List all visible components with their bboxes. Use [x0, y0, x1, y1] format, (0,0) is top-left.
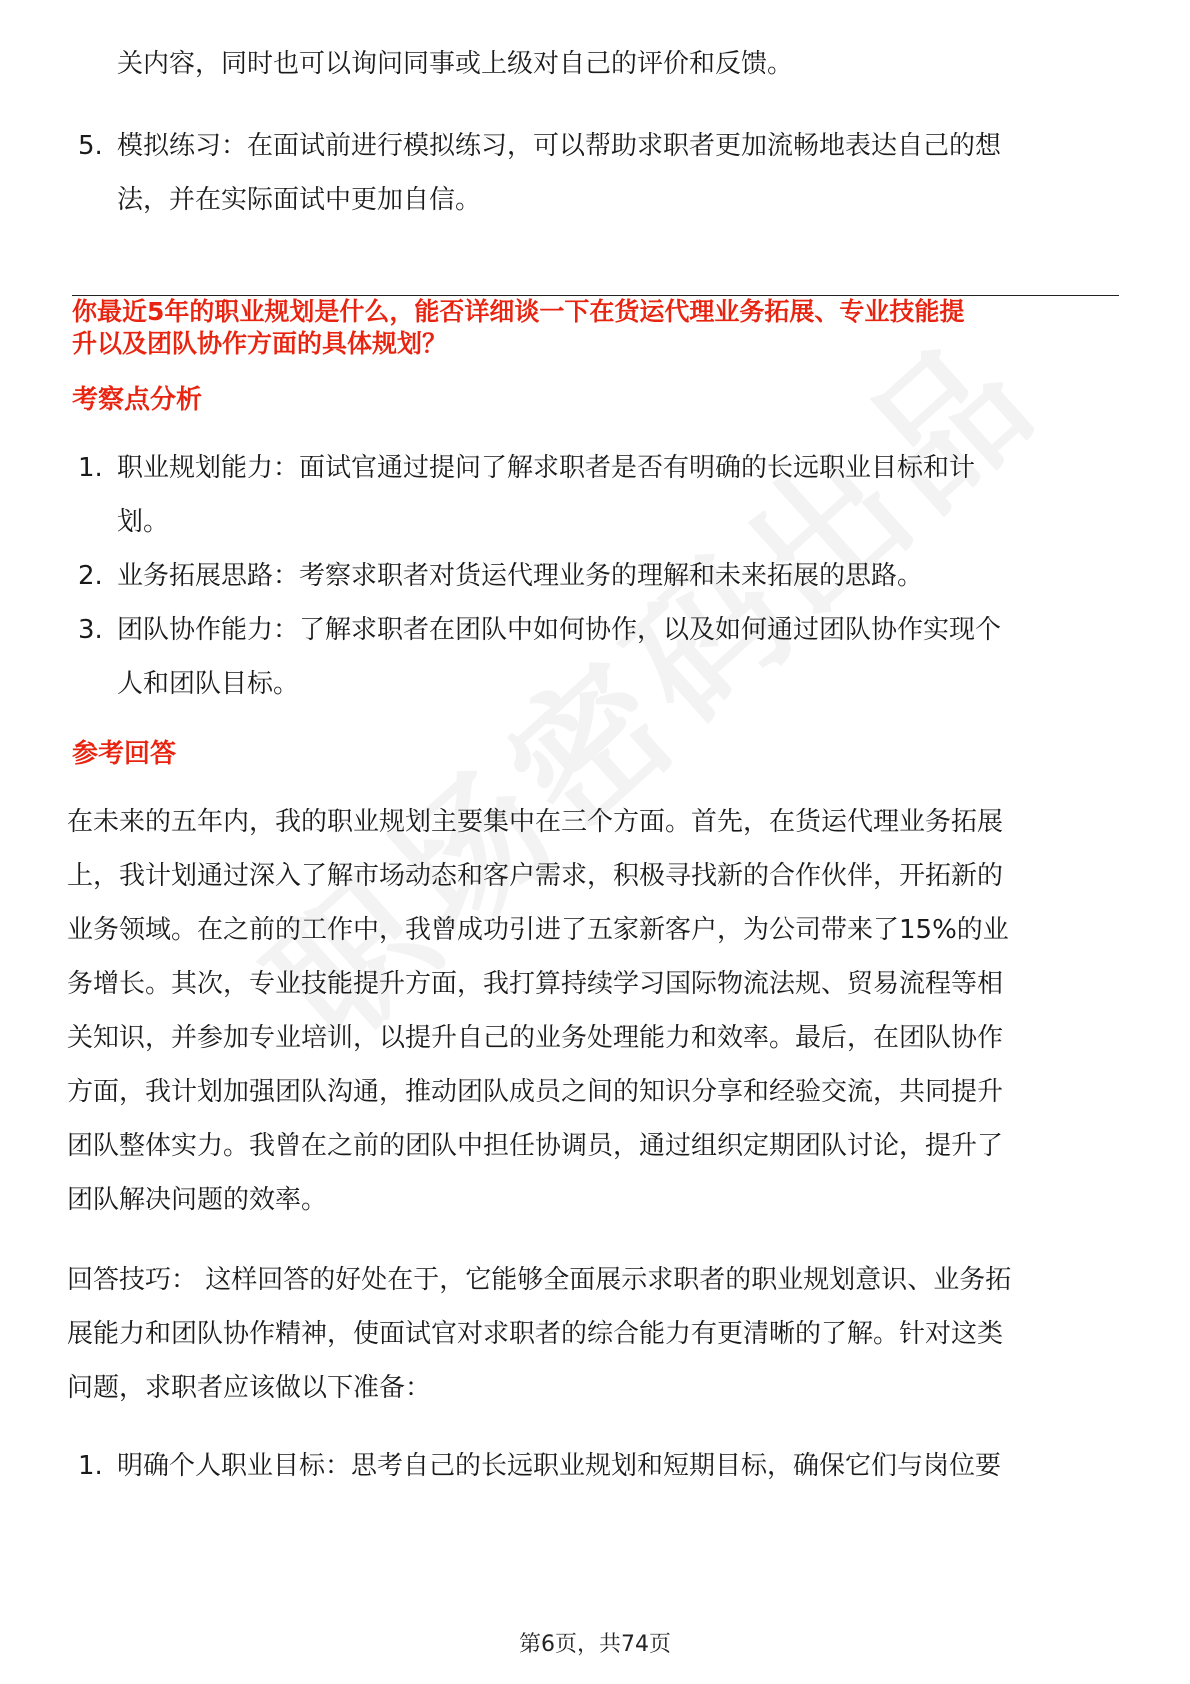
- list-item-text: 团队协作能力：了解求职者在团队中如何协作，以及如何通过团队协作实现个: [117, 615, 1002, 645]
- answer-line: 团队整体实力。我曾在之前的团队中担任协调员，通过组织定期团队讨论，提升了: [67, 1131, 1004, 1161]
- list-item-text: 职业规划能力：面试官通过提问了解求职者是否有明确的长远职业目标和计: [117, 453, 976, 483]
- answer-line: 方面，我计划加强团队沟通，推动团队成员之间的知识分享和经验交流，共同提升: [67, 1077, 1004, 1107]
- answer-line: 在未来的五年内，我的职业规划主要集中在三个方面。首先，在货运代理业务拓展: [67, 807, 1004, 837]
- list-item-number: 5.: [78, 131, 103, 161]
- list-item-number: 1.: [78, 453, 103, 483]
- list-item-text: 业务拓展思路：考察求职者对货运代理业务的理解和未来拓展的思路。: [117, 561, 924, 591]
- list-item-text: 明确个人职业目标：思考自己的长远职业规划和短期目标，确保它们与岗位要: [117, 1451, 1002, 1481]
- list-item-text: 法，并在实际面试中更加自信。: [117, 185, 482, 215]
- question-title: 升以及团队协作方面的具体规划？: [72, 329, 448, 358]
- section-heading-answer: 参考回答: [72, 739, 177, 769]
- question-title: 你最近5年的职业规划是什么，能否详细谈一下在货运代理业务拓展、专业技能提: [72, 297, 965, 326]
- list-item-number: 1.: [78, 1451, 103, 1481]
- answer-line: 关知识，并参加专业培训，以提升自己的业务处理能力和效率。最后，在团队协作: [67, 1023, 1004, 1053]
- tips-line: 回答技巧： 这样回答的好处在于，它能够全面展示求职者的职业规划意识、业务拓: [67, 1265, 1012, 1295]
- answer-line: 上，我计划通过深入了解市场动态和客户需求，积极寻找新的合作伙伴，开拓新的: [67, 861, 1004, 891]
- list-item-text: 划。: [117, 507, 170, 537]
- intro-line: 关内容，同时也可以询问同事或上级对自己的评价和反馈。: [117, 49, 794, 79]
- list-item-number: 3.: [78, 615, 103, 645]
- section-heading-analysis: 考察点分析: [72, 385, 203, 415]
- answer-line: 团队解决问题的效率。: [67, 1185, 328, 1215]
- list-item-number: 2.: [78, 561, 103, 591]
- list-item-text: 人和团队目标。: [117, 669, 300, 699]
- answer-line: 业务领域。在之前的工作中，我曾成功引进了五家新客户，为公司带来了15%的业: [67, 915, 1009, 945]
- tips-line: 问题，求职者应该做以下准备：: [67, 1373, 432, 1403]
- tips-line: 展能力和团队协作精神，使面试官对求职者的综合能力有更清晰的了解。针对这类: [67, 1319, 1004, 1349]
- answer-line: 务增长。其次，专业技能提升方面，我打算持续学习国际物流法规、贸易流程等相: [67, 969, 1004, 999]
- list-item-text: 模拟练习：在面试前进行模拟练习，可以帮助求职者更加流畅地表达自己的想: [117, 131, 1002, 161]
- watermark: [216, 253, 1104, 1083]
- page-number: 第6页，共74页: [519, 1632, 671, 1657]
